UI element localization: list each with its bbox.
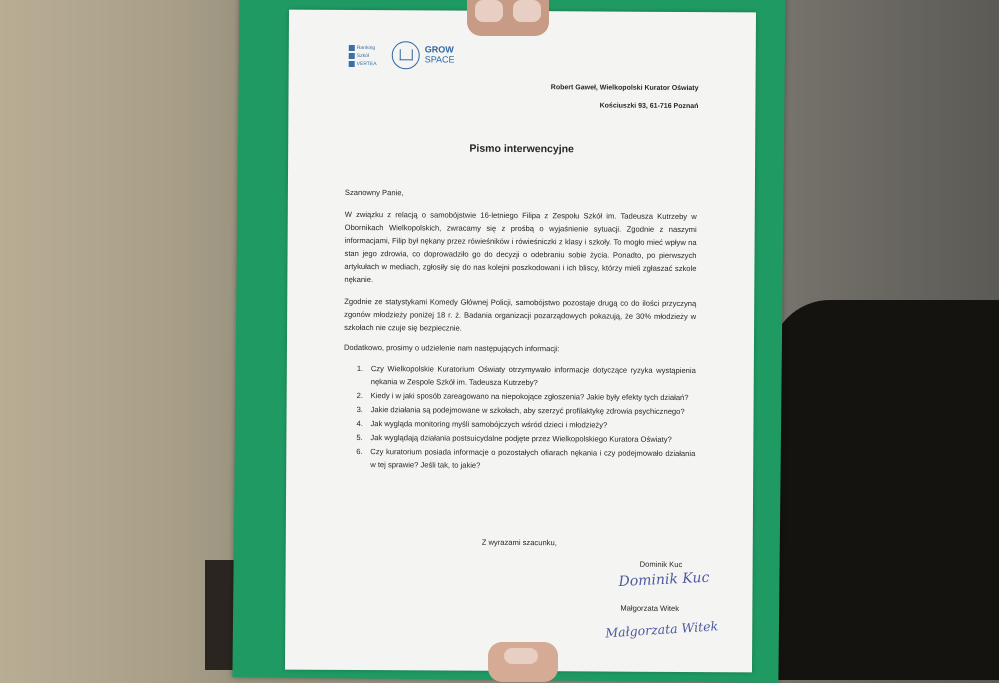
dark-jacket-background (770, 300, 999, 680)
letter-title: Pismo interwencyjne (288, 142, 755, 157)
question-list (343, 362, 696, 474)
paragraph-request: Dodatkowo, prosimy o udzielenie nam następujących informacji: (344, 341, 696, 356)
list-item: 6. Czy kuratorium posiada informacje o pozostałych ofiarach nękania i czy podejmowało działania w tej sprawie? Jeśli tak, to jakie? (343, 445, 695, 473)
sender-name: Robert Gaweł, Wielkopolski Kurator Oświaty (551, 84, 699, 92)
list-item: 5. Jak wyglądają działania postsuicydalne podjęte przez Wielkopolskiego Kuratora Oświaty? (343, 431, 695, 446)
list-item: 2. Kiedy i w jaki sposób zareagowano na niepokojące zgłoszenia? Jakie były efekty tych działań? (344, 389, 696, 404)
paragraph-statistics: Zgodnie ze statystykami Komedy Głównej Policji, samobójstwo pozostaje drugą co do ilości przyczyną zgonów młodzieży poniżej 18 r. ż. Badania organizacji pozarządowych pokazują, że 30% młodzieży w szkołach nie czuje się bezpiecznie. (344, 295, 696, 336)
growspace-logo-icon (392, 41, 420, 69)
closing-phrase: Z wyrazami szacunku, (286, 537, 753, 549)
paragraph-intro: W związku z relacją o samobójstwie 16-letniego Filipa z Zespołu Szkół im. Tadeusza Kutrzeby w Obornikach Wielkopolskich, zwracamy się z prośbą o wyjaśnienie sytuacji. Zgodnie z naszymi informacjami, Filip był nękany przez rówieśników i rówieśniczki z klasy i szkoły. To mogło mieć wpływ na stan jego zdrowia, co doprowadziło go do decyzji o odebraniu sobie życia. Ponadto, po pierwszych artykułach w mediach, zgłosiły się do nas kolejni poszkodowani i ich bliscy, którzy mieli zgłaszać szkole nękanie. (344, 208, 696, 288)
signer-name-2: Małgorzata Witek (620, 604, 679, 613)
ranking-logo-text-2: Szkół (357, 53, 369, 59)
growspace-logo-text: GROW SPACE (425, 44, 455, 64)
signature-1: Dominik Kuc (618, 570, 709, 590)
signer-name-1: Dominik Kuc (640, 560, 683, 569)
ranking-logo-text-1: Ranking (357, 45, 375, 51)
list-item: 4. Jak wygląda monitoring myśli samobójczych wśród dzieci i młodzieży? (343, 417, 695, 432)
thumb-bottom (488, 642, 558, 682)
salutation: Szanowny Panie, (345, 186, 697, 201)
thumb-top (467, 0, 549, 36)
list-item: 3. Jakie działania są podejmowane w szkołach, aby szerzyć profilaktykę zdrowia psychicznego? (344, 403, 696, 418)
sender-address: Kościuszki 93, 61-716 Poznań (600, 102, 699, 110)
signature-2: Małgorzata Witek (605, 618, 719, 640)
ranking-logo-text-3: VERTEA (357, 61, 377, 67)
list-item: 1. Czy Wielkopolskie Kuratorium Oświaty otrzymywało informacje dotyczące ryzyka wystąpienia nękania w Zespole Szkół im. Tadeusza Kutrzeby? (344, 362, 696, 390)
letter-paper (285, 10, 756, 673)
